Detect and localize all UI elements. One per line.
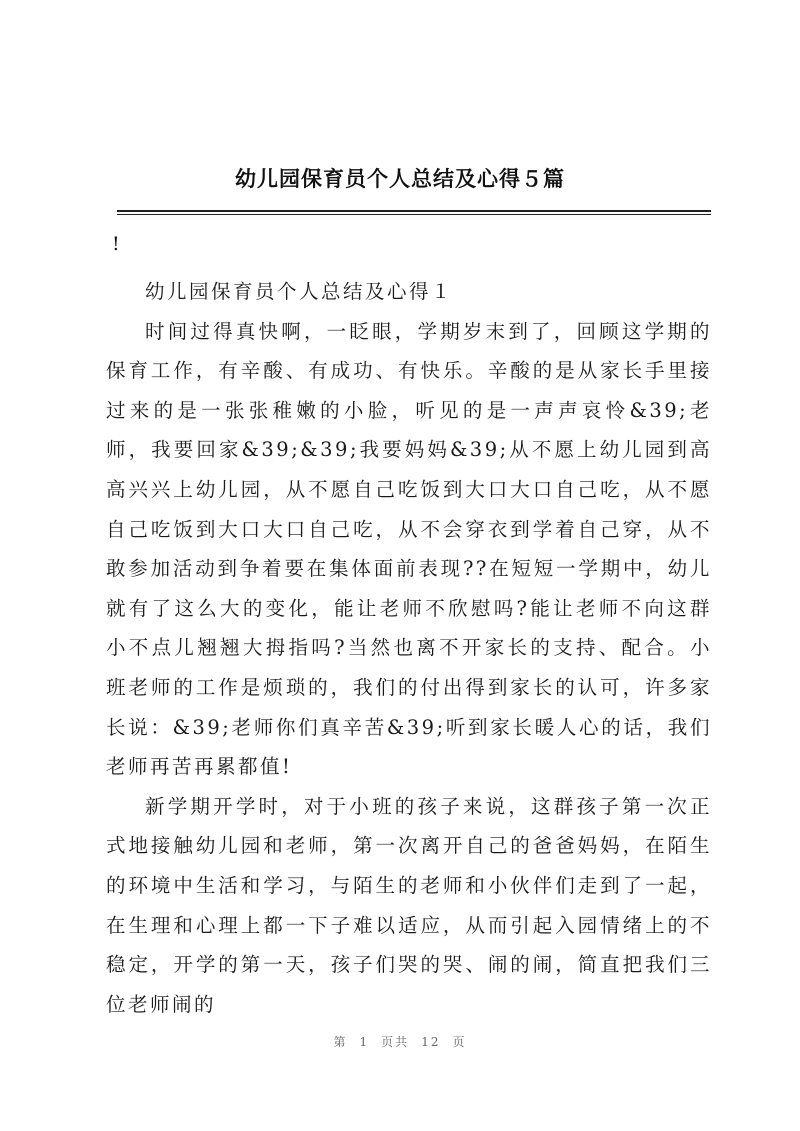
body-paragraph-1: 时间过得真快啊，一眨眼，学期岁末到了，回顾这学期的保育工作，有辛酸、有成功、有快乐。辛酸的是从家长手里接过来的是一张张稚嫩的小脸，听见的是一声声哀怜&39;老师，我要回家&39;&39;我要妈妈&39;从不愿上幼儿园到高高兴兴上幼儿园，从不愿自己吃饭到大口大口自己吃，从不愿自己吃饭到大口大口自己吃，从不会穿衣到学着自己穿，从不敢参加活动到争着要在集体面前表现??在短短一学期中，幼儿就有了这么大的变化，能让老师不欣慰吗?能让老师不向这群小不点儿翘翘大拇指吗?当然也离不开家长的支持、配合。小班老师的工作是烦琐的，我们的付出得到家长的认可，许多家长说：&39;老师你们真辛苦&39;听到家长暖人心的话，我们老师再苦再累都值! (106, 319, 712, 779)
title-divider (117, 210, 711, 212)
footer-page-suffix: 页 (452, 1035, 467, 1049)
body-paragraph-2: 新学期开学时，对于小班的孩子来说，这群孩子第一次正式地接触幼儿园和老师，第一次离开自己的爸爸妈妈，在陌生的环境中生活和学习，与陌生的老师和小伙伴们走到了一起，在生理和心理上都一下子难以适应，从而引起入园情绪上的不稳定，开学的第一天，孩子们哭的哭、闹的闹，简直把我们三位老师闹的 (106, 794, 712, 1016)
footer-page-of-label: 页共 (381, 1035, 410, 1049)
footer-page-number: 1 (359, 1035, 370, 1049)
title-divider-thin (117, 214, 711, 215)
document-body (106, 272, 712, 1024)
footer-total-pages: 12 (421, 1035, 441, 1049)
page-footer (0, 1033, 800, 1050)
footer-page-label: 第 (333, 1035, 348, 1049)
exclamation-mark: ! (112, 233, 120, 255)
section-heading: 幼儿园保育员个人总结及心得１ (145, 280, 454, 303)
document-title: 幼儿园保育员个人总结及心得５篇 (235, 167, 565, 191)
